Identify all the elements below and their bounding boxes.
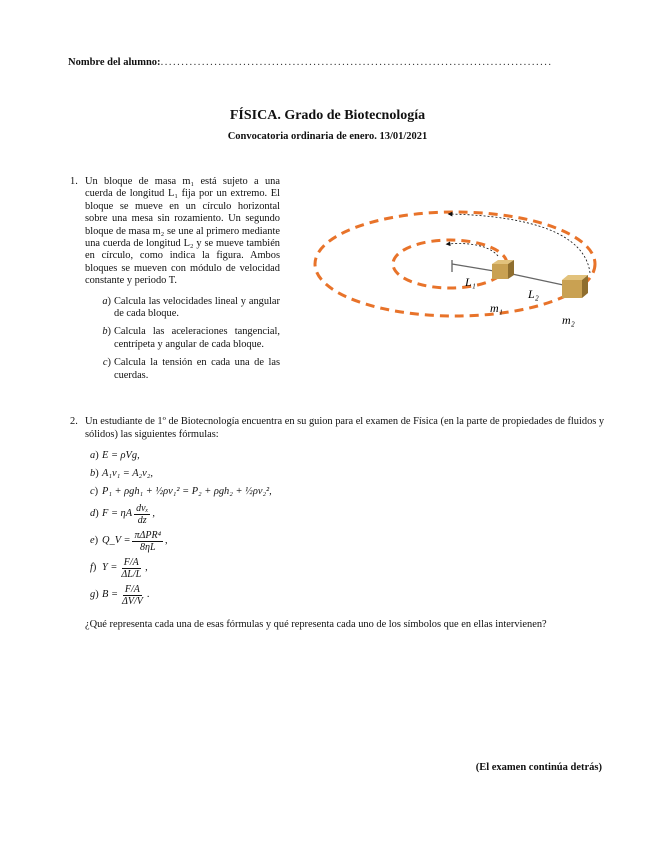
formula-punct: , — [152, 508, 155, 520]
fraction — [119, 557, 143, 580]
block-m1 — [492, 260, 514, 279]
question-1-text: Un bloque de masa m₁ está sujeto a una cuerda de longitud L₁ fija por un extremo. El bloque se mueve en un círculo horizontal sobre una mesa sin rozamiento. Un segundo bloque de masa m₂ se une al primero mediante una cuerda de longitud L₂ y se mueve también en círculo, como indica la figura. Ambos bloques se mueven con módulo de velocidad constante y periodo T. — [85, 176, 280, 287]
continued-note: (El examen continúa detrás) — [475, 762, 602, 773]
string-2 — [512, 274, 568, 286]
label-L1: L₁ — [465, 275, 476, 289]
student-name-dots: ............................................................................................... — [160, 57, 553, 68]
circular-motion-figure — [300, 198, 620, 338]
formula-lhs: Q_V = — [102, 535, 131, 547]
formula-letter: a ) — [90, 450, 102, 463]
fraction-numerator: dvₓ — [136, 503, 149, 515]
formula-text: A₁v₁ = A₂v₂, — [102, 467, 153, 479]
formula-punct: . — [146, 589, 150, 601]
fraction-denominator: dz — [137, 515, 147, 527]
inner-orbit — [393, 240, 507, 288]
formula-text: E = ρVg, — [102, 449, 140, 461]
formula-d — [90, 503, 605, 526]
formula-a — [90, 449, 605, 463]
question-1-number: 1. — [70, 176, 78, 187]
fraction-denominator: ΔV/V — [121, 596, 143, 608]
fraction-numerator: F/A — [123, 557, 139, 569]
item-text: Calcula las aceleraciones tangencial, centrípeta y angular de cada bloque. — [114, 326, 280, 350]
item-letter: a ) — [97, 296, 111, 321]
page-subtitle: Convocatoria ordinaria de enero. 13/01/2021 — [227, 131, 428, 142]
question-1 — [70, 176, 280, 386]
fraction — [132, 530, 163, 553]
question-1-item-c — [97, 357, 280, 382]
label-m2: m₂ — [562, 313, 575, 327]
formula-b — [90, 467, 605, 481]
fraction-numerator: πΔPR⁴ — [134, 530, 162, 542]
formula-text: P₁ + ρgh₁ + ½ρv₁² = P₂ + ρgh₂ + ½ρv₂², — [102, 485, 272, 497]
formula-lhs: B = — [102, 589, 118, 601]
fraction-denominator: 8ηL — [139, 542, 156, 554]
item-text: Calcula las velocidades lineal y angular de cada bloque. — [114, 295, 280, 320]
formula-punct: , — [145, 562, 148, 574]
formula-letter: e ) — [90, 535, 102, 548]
inner-direction-arrow — [448, 244, 498, 257]
item-letter: c ) — [97, 357, 111, 382]
fraction — [134, 503, 150, 526]
fraction-numerator: F/A — [124, 584, 140, 596]
formula-letter: b ) — [90, 468, 102, 481]
question-1-item-a — [97, 296, 280, 321]
formula-c — [90, 485, 605, 499]
fraction-denominator: ΔL/L — [121, 569, 142, 581]
formula-letter: g ) — [90, 589, 102, 602]
formula-lhs: F = ηA — [102, 508, 133, 520]
question-2-text: Un estudiante de 1º de Biotecnología encuentra en su guion para el examen de Física (en la parte de propiedades de fluidos y sólidos) las siguientes fórmulas: — [85, 416, 605, 440]
formula-punct: , — [165, 535, 168, 547]
formula-letter: f ) — [90, 562, 102, 575]
label-L2: L₂ — [528, 287, 539, 301]
formula-list — [90, 449, 605, 607]
item-text: Calcula la tensión en cada una de las cuerdas. — [114, 357, 280, 381]
formula-e — [90, 530, 605, 553]
question-2-prompt: ¿Qué representa cada una de esas fórmulas y qué representa cada uno de los símbolos que en ellas intervienen? — [85, 619, 547, 631]
label-m1: m₁ — [490, 301, 503, 315]
fraction — [120, 584, 145, 607]
formula-letter: c ) — [90, 486, 102, 499]
question-1-item-b — [97, 326, 280, 351]
question-2 — [70, 416, 605, 632]
student-name-line — [68, 57, 602, 68]
formula-lhs: Y = — [102, 562, 118, 574]
question-2-number: 2. — [70, 416, 78, 427]
formula-letter: d ) — [90, 508, 102, 521]
page-title: FÍSICA. Grado de Biotecnología — [229, 108, 426, 123]
formula-f — [90, 557, 605, 580]
student-name-label: Nombre del alumno: — [68, 57, 161, 68]
block-m2 — [562, 275, 588, 298]
item-letter: b ) — [97, 326, 111, 351]
outer-direction-arrow — [450, 214, 590, 273]
formula-g — [90, 584, 605, 607]
